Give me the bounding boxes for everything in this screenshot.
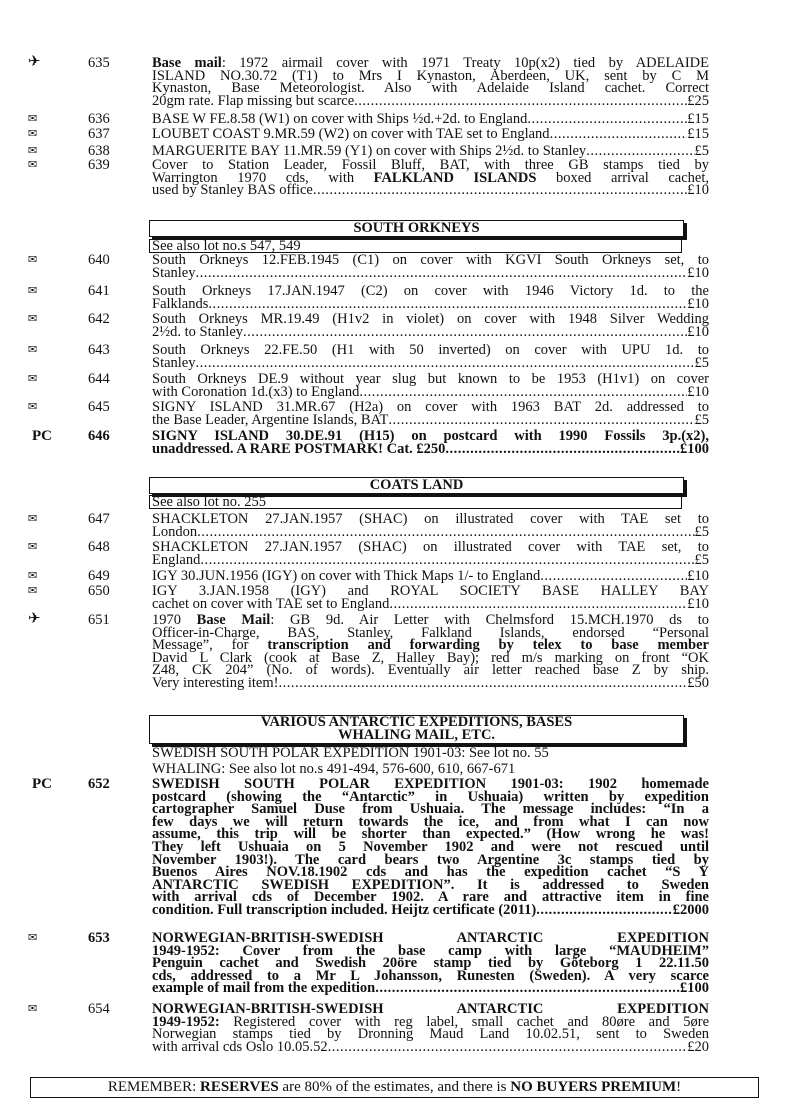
lot-number: 651	[88, 612, 110, 628]
note-whaling: WHALING: See also lot no.s 491-494, 576-600, 610, 667-671	[152, 761, 516, 777]
lot-description	[152, 401, 709, 426]
description-line: November 1903!). The card bears two Argentine 3c stamps tied by	[152, 851, 709, 868]
description-line: postcard (showing the “Antarctic” in Ushuaia) written by expedition	[152, 788, 709, 805]
lot-price: £25	[687, 92, 709, 109]
description-line: Cover to Station Leader, Fossil Bluff, BAT, with three GB stamps tied by	[152, 157, 709, 173]
see-also-coats-land: See also lot no. 255	[149, 495, 682, 509]
description-last-line	[152, 113, 709, 126]
leader-dots	[540, 570, 687, 583]
lot-price: £2000	[672, 901, 709, 918]
lot-description	[152, 145, 709, 158]
postcard-label: PC	[32, 428, 52, 444]
lot-number: 638	[88, 143, 110, 159]
section-header-various	[149, 715, 684, 744]
lot-number: 642	[88, 311, 110, 327]
description-text: Falklands	[152, 295, 209, 312]
lot-price: £5	[694, 411, 709, 428]
description-text: BASE W FE.8.58 (W1) on cover with Ships ½d.+2d. to England	[152, 111, 528, 127]
lot-number: 640	[88, 252, 110, 268]
description-line: Z48, CK 204” (No. of words). Eventually air letter reached base Z by ship.	[152, 662, 709, 679]
description-line: ANTARCTIC SWEDISH EXPEDITION”. It is addressed to Sweden	[152, 876, 709, 893]
description-last-line	[152, 570, 709, 583]
description-line: SHACKLETON 27.JAN.1957 (SHAC) on illustrated cover with TAE set to	[152, 511, 709, 527]
leader-dots	[527, 113, 687, 126]
leader-dots	[196, 267, 688, 280]
lot-description	[152, 570, 709, 583]
lot-description	[152, 113, 709, 126]
envelope-icon: ✉	[28, 540, 38, 553]
lot-description	[152, 614, 709, 690]
description-last-line	[152, 128, 709, 141]
lot-description	[152, 285, 709, 310]
description-text: with Coronation 1d.(x3) to England	[152, 383, 360, 400]
lot-description	[152, 313, 709, 338]
description-last-line	[152, 145, 709, 158]
description-line: few days we will return towards the ice, and from what I can now	[152, 813, 709, 830]
leader-dots	[208, 298, 687, 311]
description-last-line	[152, 901, 709, 918]
lot-number: 645	[88, 399, 110, 415]
lot-price: £100	[680, 980, 709, 997]
section-title-line1: VARIOUS ANTARCTIC EXPEDITIONS, BASES	[260, 714, 573, 730]
description-text: Stanley	[152, 354, 196, 371]
lot-number: 652	[88, 776, 110, 792]
lot-number: 636	[88, 111, 110, 127]
description-line: NORWEGIAN-BRITISH-SWEDISH ANTARCTIC EXPEDITION	[152, 930, 709, 946]
lot-number: 644	[88, 371, 110, 387]
leader-dots	[197, 526, 694, 539]
lot-number: 646	[88, 428, 110, 444]
leader-dots	[243, 326, 687, 339]
description-text: 20gm rate. Flap missing but scarce	[152, 92, 355, 109]
description-line: South Orkneys DE.9 without year slug but known to be 1953 (H1v1) on cover	[152, 371, 709, 387]
lot-description	[152, 932, 709, 995]
lot-description	[152, 513, 709, 538]
description-last-line	[152, 440, 709, 457]
lot-number: 639	[88, 157, 110, 173]
description-text: cachet on cover with TAE set to England	[152, 595, 390, 612]
description-last-line	[152, 411, 709, 428]
note-swedish: SWEDISH SOUTH POLAR EXPEDITION 1901-03: See lot no. 55	[152, 745, 549, 761]
description-line: IGY 3.JAN.1958 (IGY) and ROYAL SOCIETY BASE HALLEY BAY	[152, 583, 709, 599]
description-last-line	[152, 982, 709, 995]
description-line: They left Ushuaia on 5 November 1902 and were not rescued until	[152, 838, 709, 855]
description-line: SIGNY ISLAND 30.DE.91 (H15) on postcard with 1990 Fossils 3p.(x2),	[152, 428, 709, 444]
envelope-icon: ✉	[28, 127, 38, 140]
envelope-icon: ✉	[28, 584, 38, 597]
lot-price: £10	[687, 383, 709, 400]
description-line: 1949-1952: Registered cover with reg label, small cachet and 80øre and 5øre	[152, 1013, 709, 1030]
lot-price: £10	[687, 323, 709, 340]
description-last-line	[152, 523, 709, 540]
description-text: LOUBET COAST 9.MR.59 (W2) on cover with TAE set to England	[152, 126, 550, 142]
leader-dots	[550, 128, 688, 141]
lot-price: £10	[687, 568, 709, 584]
footer-reminder	[30, 1077, 759, 1098]
description-text: unaddressed. A RARE POSTMARK! Cat. £250	[152, 440, 446, 457]
leader-dots	[445, 443, 680, 456]
envelope-icon: ✉	[28, 372, 38, 385]
airplane-icon: ✈	[28, 52, 41, 70]
description-text: London	[152, 523, 198, 540]
description-line: Penguin cachet and Swedish 20öre stamp tied by Göteborg 1 22.11.50	[152, 955, 709, 972]
leader-dots	[389, 598, 687, 611]
description-text: Stanley	[152, 264, 196, 281]
envelope-icon: ✉	[28, 400, 38, 413]
lot-price: £5	[694, 143, 709, 159]
lot-description	[152, 57, 709, 107]
description-line: ISLAND NO.30.72 (T1) to Mrs I Kynaston, Aberdeen, UK, sent by C M	[152, 67, 709, 84]
footer-post: !	[676, 1079, 682, 1095]
description-text: the Base Leader, Argentine Islands, BAT	[152, 411, 389, 428]
lot-description	[152, 430, 709, 455]
see-also-south-orkneys: See also lot no.s 547, 549	[149, 239, 682, 253]
description-line: Message”, for transcription and forwarding by telex to base member	[152, 637, 709, 654]
lot-price: £10	[687, 182, 709, 199]
description-last-line	[152, 264, 709, 281]
description-text: used by Stanley BAS office	[152, 182, 313, 199]
description-last-line	[152, 674, 709, 691]
leader-dots	[586, 145, 694, 158]
envelope-icon: ✉	[28, 1002, 38, 1015]
leader-dots	[196, 357, 695, 370]
lot-price: £5	[694, 523, 709, 540]
leader-dots	[536, 904, 673, 917]
footer-no-premium: NO BUYERS PREMIUM	[510, 1079, 677, 1095]
envelope-icon: ✉	[28, 112, 38, 125]
leader-dots	[313, 184, 687, 197]
envelope-icon: ✉	[28, 144, 38, 157]
lot-description	[152, 373, 709, 398]
lot-number: 650	[88, 583, 110, 599]
leader-dots	[375, 982, 680, 995]
description-text: England	[152, 551, 201, 568]
lot-price: £15	[687, 111, 709, 127]
leader-dots	[388, 414, 694, 427]
envelope-icon: ✉	[28, 312, 38, 325]
description-last-line	[152, 92, 709, 109]
description-line: Warrington 1970 cds, with FALKLAND ISLANDS boxed arrival cachet,	[152, 169, 709, 186]
envelope-icon: ✉	[28, 512, 38, 525]
leader-dots	[200, 554, 694, 567]
description-last-line	[152, 551, 709, 568]
footer-pre: REMEMBER:	[107, 1079, 200, 1095]
description-last-line	[152, 595, 709, 612]
envelope-icon: ✉	[28, 284, 38, 297]
airplane-icon: ✈	[28, 609, 41, 627]
lot-description	[152, 1003, 709, 1053]
footer-reserves: RESERVES	[200, 1079, 279, 1095]
envelope-icon: ✉	[28, 158, 38, 171]
lot-price: £10	[687, 295, 709, 312]
description-line: Officer-in-Charge, BAS, Stanley, Falkland Islands, endorsed “Personal	[152, 624, 709, 641]
lot-number: 641	[88, 283, 110, 299]
description-text: MARGUERITE BAY 11.MR.59 (Y1) on cover with Ships 2½d. to Stanley	[152, 143, 587, 159]
lot-description	[152, 585, 709, 610]
lot-description	[152, 541, 709, 566]
lot-price: £5	[694, 354, 709, 371]
description-line: 1949-1952: Cover from the base camp with large “MAUDHEIM”	[152, 942, 709, 959]
lot-description	[152, 159, 709, 197]
lot-description	[152, 344, 709, 369]
lot-number: 654	[88, 1001, 110, 1017]
description-last-line	[152, 184, 709, 197]
description-text: example of mail from the expedition	[152, 980, 376, 997]
description-line: Norwegian stamps tied by Dronning Maud Land 10.02.51, sent to Sweden	[152, 1026, 709, 1043]
lot-number: 647	[88, 511, 110, 527]
description-line: SIGNY ISLAND 31.MR.67 (H2a) on cover with 1963 BAT 2d. addressed to	[152, 399, 709, 415]
description-line: David L Clark (cook at Base Z, Halley Bay); red m/s marking on front “OK	[152, 649, 709, 666]
description-last-line	[152, 295, 709, 312]
description-line: South Orkneys 22.FE.50 (H1 with 50 inverted) on cover with UPU 1d. to	[152, 342, 709, 358]
footer-mid: are 80% of the estimates, and there is	[278, 1079, 511, 1095]
description-text: with arrival cds Oslo 10.05.52	[152, 1038, 328, 1055]
description-line: Buenos Aires NOV.18.1902 cds and has the expedition cachet “S Y	[152, 864, 709, 881]
section-header-coats-land: COATS LAND	[149, 477, 684, 494]
lot-description	[152, 128, 709, 141]
lot-price: £10	[687, 264, 709, 281]
lot-price: £100	[680, 440, 709, 457]
description-text: 2½d. to Stanley	[152, 323, 244, 340]
description-line: Kynaston, Base Meteorologist. Also with Adelaide Island cachet. Correct	[152, 80, 709, 97]
lot-number: 649	[88, 568, 110, 584]
lot-price: £10	[687, 595, 709, 612]
description-last-line	[152, 323, 709, 340]
lot-number: 648	[88, 539, 110, 555]
lot-number: 635	[88, 55, 110, 71]
description-line: South Orkneys 17.JAN.1947 (C2) on cover with 1946 Victory 1d. to the	[152, 283, 709, 299]
envelope-icon: ✉	[28, 931, 38, 944]
description-line: cartographer Samuel Duse from Ushuaia. The message includes: “In a	[152, 801, 709, 818]
description-last-line	[152, 354, 709, 371]
envelope-icon: ✉	[28, 569, 38, 582]
section-header-south-orkneys: SOUTH ORKNEYS	[149, 220, 684, 237]
section-title-line2: WHALING MAIL, ETC.	[337, 727, 496, 743]
leader-dots	[278, 677, 687, 690]
description-text: Very interesting item!	[152, 674, 279, 691]
lot-number: 653	[88, 930, 110, 946]
lot-description	[152, 254, 709, 279]
description-last-line	[152, 1038, 709, 1055]
postcard-label: PC	[32, 776, 52, 792]
lot-number: 643	[88, 342, 110, 358]
description-line: NORWEGIAN-BRITISH-SWEDISH ANTARCTIC EXPEDITION	[152, 1001, 709, 1017]
description-line: SHACKLETON 27.JAN.1957 (SHAC) on illustrated cover with TAE set, to	[152, 539, 709, 555]
description-line: SWEDISH SOUTH POLAR EXPEDITION 1901-03: 1902 homemade	[152, 776, 709, 792]
description-line: South Orkneys 12.FEB.1945 (C1) on cover with KGVI South Orkneys set, to	[152, 252, 709, 268]
lot-price: £20	[687, 1038, 709, 1055]
description-text: IGY 30.JUN.1956 (IGY) on cover with Thick Maps 1/- to England	[152, 568, 541, 584]
description-line: cds, addressed to a Mr L Johansson, Runesten (Sweden). A very scarce	[152, 967, 709, 984]
envelope-icon: ✉	[28, 253, 38, 266]
lot-price: £5	[694, 551, 709, 568]
lot-number: 637	[88, 126, 110, 142]
lot-description	[152, 778, 709, 917]
leader-dots	[359, 386, 687, 399]
description-text: condition. Full transcription included. Heijtz certificate (2011)	[152, 901, 537, 918]
description-line: Base mail: 1972 airmail cover with 1971 Treaty 10p(x2) tied by ADELAIDE	[152, 55, 709, 71]
leader-dots	[328, 1041, 688, 1054]
leader-dots	[354, 95, 687, 108]
description-line: with arrival cds of December 1902. A rare and attractive item in fine	[152, 889, 709, 906]
description-line: South Orkneys MR.19.49 (H1v2 in violet) on cover with 1948 Silver Wedding	[152, 311, 709, 327]
description-line: 1970 Base Mail: GB 9d. Air Letter with Chelmsford 15.MCH.1970 ds to	[152, 612, 710, 628]
lot-price: £15	[687, 126, 709, 142]
description-last-line	[152, 383, 709, 400]
lot-price: £50	[687, 674, 709, 691]
description-line: assume, this trip will be shorter than expected.” (How wrong he was!	[152, 826, 709, 843]
envelope-icon: ✉	[28, 343, 38, 356]
